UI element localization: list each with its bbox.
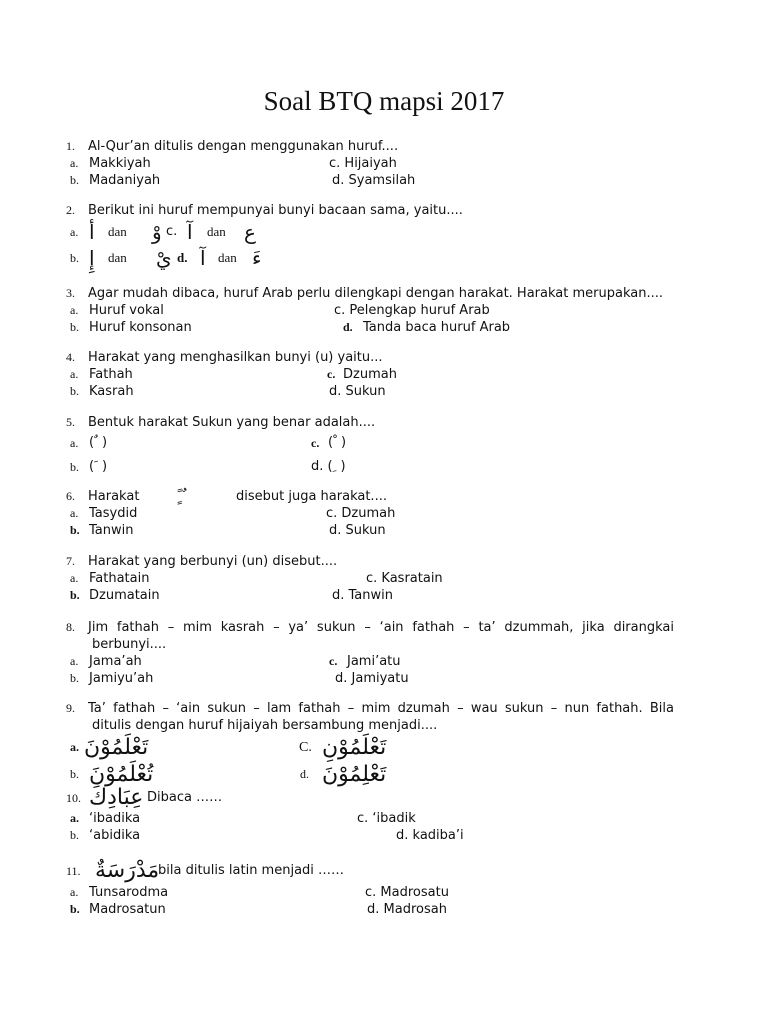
question-5	[0, 414, 768, 479]
question-number: 6.	[66, 489, 75, 503]
question-stem: Al-Qur’an ditulis dengan menggunakan huruf....	[88, 139, 399, 154]
question-stem: Berikut ini huruf mempunyai bunyi bacaan sama, yaitu....	[88, 203, 463, 218]
option-c-dan: dan	[207, 224, 226, 239]
question-6	[0, 488, 768, 539]
option-b-label: b.	[70, 523, 80, 537]
option-d: d. Syamsilah	[332, 173, 416, 188]
question-stem: Jim fathah – mim kasrah – ya’ sukun – ‘ain fathah – ta’ dzummah, jika dirangkai	[88, 620, 674, 635]
option-c: Dzumah	[343, 367, 397, 382]
option-a-label: a.	[70, 506, 79, 520]
option-b-label: b.	[70, 671, 79, 685]
option-b-label: b.	[70, 320, 79, 334]
option-a-label: a.	[70, 303, 79, 317]
option-a-label: a.	[70, 436, 79, 450]
question-number: 2.	[66, 203, 75, 217]
option-d: d. Sukun	[329, 523, 386, 538]
question-number: 11.	[66, 864, 81, 878]
option-b: Dzumatain	[89, 588, 160, 603]
option-a: Tunsarodma	[89, 885, 169, 900]
option-d-dan: dan	[218, 250, 237, 265]
option-d-label: d.	[300, 767, 309, 781]
option-a: Huruf vokal	[89, 303, 164, 318]
option-a: ( ٌ )	[89, 435, 108, 450]
question-stem: Harakat yang berbunyi (un) disebut....	[88, 554, 338, 569]
option-a-label: a.	[70, 156, 79, 170]
question-7	[0, 553, 768, 604]
question-number: 8.	[66, 620, 75, 634]
page-title: Soal BTQ mapsi 2017	[263, 86, 505, 116]
question-4	[0, 349, 768, 400]
option-a-label: a.	[70, 654, 79, 668]
option-d-arabic: تَعْلِمُوْنَ	[322, 762, 387, 787]
option-a: Makkiyah	[89, 156, 151, 171]
option-d-label: d.	[343, 320, 353, 334]
option-a-label: a.	[70, 367, 79, 381]
option-b-label: b.	[70, 460, 79, 474]
option-a: Fathah	[89, 367, 133, 382]
option-c: c. ‘ibadik	[357, 811, 416, 826]
option-a: Fathatain	[89, 571, 150, 586]
option-b: Jamiyu’ah	[89, 671, 154, 686]
question-stem-end: disebut juga harakat....	[236, 489, 387, 504]
option-a-dan: dan	[108, 224, 127, 239]
option-b-arabic: تُعْلَمُوْنَ	[89, 762, 154, 787]
option-c-label: c.	[329, 654, 338, 668]
question-9	[0, 700, 768, 788]
option-a-arabic: تَعْلَمُوْنَ	[84, 735, 149, 760]
option-d: d. Sukun	[329, 384, 386, 399]
option-c: c. Pelengkap huruf Arab	[334, 303, 490, 318]
option-c-label: c.	[327, 367, 336, 381]
option-b: Madaniyah	[89, 173, 161, 188]
option-c: c. Hijaiyah	[329, 156, 397, 171]
option-c-arabic-2: ع	[244, 220, 256, 244]
option-c-arabic: تَعْلَمُوْنِ	[322, 735, 387, 760]
option-c: c. Dzumah	[326, 506, 396, 521]
option-a: Tasydid	[89, 506, 138, 521]
option-a-arabic-1: أ	[89, 220, 95, 244]
question-stem: Dibaca ……	[147, 790, 223, 805]
option-b-label: b.	[70, 767, 79, 781]
option-a-label: a.	[70, 225, 79, 239]
option-b-label: b.	[70, 251, 79, 265]
question-arabic-word: مَدْرَسَةٌ	[95, 858, 160, 883]
option-a-label: a.	[70, 811, 79, 825]
question-stem: bila ditulis latin menjadi ……	[158, 863, 345, 878]
question-3	[0, 285, 768, 336]
question-1	[0, 138, 768, 189]
question-number: 9.	[66, 701, 75, 715]
option-d-arabic-1: آ	[200, 246, 206, 270]
option-b-label: b.	[70, 588, 80, 602]
question-stem: Bentuk harakat Sukun yang benar adalah....	[88, 415, 376, 430]
option-b: ( َ )	[89, 459, 108, 474]
question-stem-continued: berbunyi....	[92, 637, 167, 652]
option-b-label: b.	[70, 902, 80, 916]
option-c: c. Madrosatu	[365, 885, 449, 900]
option-d: d. Tanwin	[332, 588, 393, 603]
option-b-arabic-1: إِ	[89, 246, 95, 270]
option-d-arabic-2: ءَ	[252, 246, 262, 270]
question-number: 5.	[66, 415, 75, 429]
option-a-label: a.	[70, 885, 79, 899]
option-c-arabic-1: آ	[187, 220, 193, 244]
question-number: 1.	[66, 139, 75, 153]
option-c: ( ْ )	[328, 435, 347, 450]
question-11	[0, 858, 768, 918]
option-d: d. Madrosah	[367, 902, 447, 917]
option-d: d. Jamiyatu	[335, 671, 409, 686]
option-c: Jami’atu	[347, 654, 401, 669]
question-2	[0, 202, 768, 271]
option-a-label: a.	[70, 571, 79, 585]
question-stem: Agar mudah dibaca, huruf Arab perlu dilengkapi dengan harakat. Harakat merupakan....	[88, 286, 663, 301]
question-stem: Harakat	[88, 489, 140, 504]
question-stem: Harakat yang menghasilkan bunyi (u) yaitu...	[88, 350, 383, 365]
option-a-label: a.	[70, 740, 79, 754]
option-a: ‘ibadika	[89, 811, 141, 826]
option-d: d. kadiba’i	[396, 828, 464, 843]
option-a-arabic-2: وْ	[152, 220, 162, 244]
option-b-label: b.	[70, 828, 79, 842]
question-stem: Ta’ fathah – ‘ain sukun – lam fathah – mim dzumah – wau sukun – nun fathah. Bila	[88, 701, 674, 716]
option-c-label: c.	[311, 436, 320, 450]
option-c: c. Kasratain	[366, 571, 443, 586]
question-number: 10.	[66, 791, 81, 805]
option-c-label: c.	[166, 224, 178, 239]
question-arabic-word: عِبَادِكَ	[89, 785, 144, 810]
option-b-arabic-2: يْ	[156, 246, 172, 270]
option-d: Tanda baca huruf Arab	[363, 320, 511, 335]
question-number: 7.	[66, 554, 75, 568]
option-b: Huruf konsonan	[89, 320, 192, 335]
question-number: 4.	[66, 350, 75, 364]
option-b-label: b.	[70, 173, 79, 187]
option-d: d. ( ِ )	[311, 459, 346, 474]
option-b: ‘abidika	[89, 828, 141, 843]
question-8	[0, 619, 768, 687]
option-b: Madrosatun	[89, 902, 166, 917]
option-b-dan: dan	[108, 250, 127, 265]
option-b: Kasrah	[89, 384, 134, 399]
question-10	[0, 786, 768, 844]
tanwin-marks: ً ٍ ٌ	[176, 487, 186, 505]
option-a: Jama’ah	[89, 654, 142, 669]
question-stem-continued: ditulis dengan huruf hijaiyah bersambung menjadi....	[92, 718, 438, 733]
question-number: 3.	[66, 286, 75, 300]
option-c-label: C.	[299, 740, 312, 755]
option-b: Tanwin	[89, 523, 134, 538]
option-d-label: d.	[177, 250, 188, 265]
option-b-label: b.	[70, 384, 79, 398]
